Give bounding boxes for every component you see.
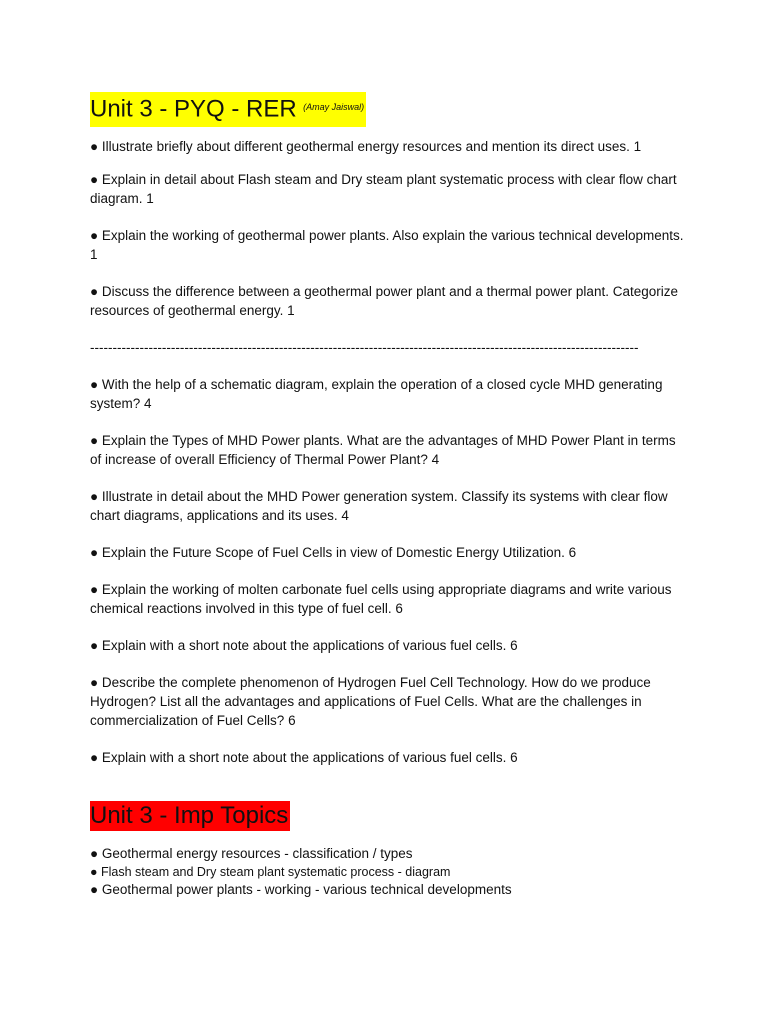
question-item: ● Explain the Types of MHD Power plants. What are the advantages of MHD Power Plant in terms of increase of overall Efficiency of Thermal Power Plant? 4 xyxy=(90,433,676,467)
question-item: ● Illustrate briefly about different geothermal energy resources and mention its direct uses. 1 xyxy=(90,139,642,154)
imp-topics-title-text: Unit 3 - Imp Topics xyxy=(90,802,289,829)
imp-topics-title xyxy=(90,801,690,831)
question-item: ● Explain the working of geothermal power plants. Also explain the various technical developments. 1 xyxy=(90,228,684,262)
unit-title-author: (Amay Jaiswal) xyxy=(303,102,365,112)
topic-item: ● Geothermal power plants - working - various technical developments xyxy=(90,882,512,897)
question-item: ● Describe the complete phenomenon of Hydrogen Fuel Cell Technology. How do we produce Hydrogen? List all the advantages and applications of Fuel Cells. What are the challenges in commercialization of Fuel Cells? 6 xyxy=(90,675,651,728)
unit-title-highlight xyxy=(90,92,366,127)
topic-item: ● Geothermal energy resources - classification / types xyxy=(90,846,413,861)
unit-title-main: Unit 3 - PYQ - RER xyxy=(90,95,297,123)
question-item: ● Discuss the difference between a geothermal power plant and a thermal power plant. Categorize resources of geothermal energy. 1 xyxy=(90,284,678,318)
topic-item: ● Flash steam and Dry steam plant systematic process - diagram xyxy=(90,865,451,879)
question-item: ● With the help of a schematic diagram, explain the operation of a closed cycle MHD generating system? 4 xyxy=(90,377,663,411)
question-item: ● Explain the working of molten carbonate fuel cells using appropriate diagrams and write various chemical reactions involved in this type of fuel cell. 6 xyxy=(90,582,672,616)
question-item: ● Explain in detail about Flash steam and Dry steam plant systematic process with clear flow chart diagram. 1 xyxy=(90,172,677,206)
document-page xyxy=(90,92,690,899)
question-item: ● Explain with a short note about the applications of various fuel cells. 6 xyxy=(90,750,518,765)
question-item: ● Illustrate in detail about the MHD Power generation system. Classify its systems with clear flow chart diagrams, applications and its uses. 4 xyxy=(90,489,668,523)
section-divider: -------------------------------------------------------------------------------------------------------------------------- xyxy=(90,340,639,355)
unit-title xyxy=(90,92,690,122)
question-item: ● Explain with a short note about the applications of various fuel cells. 6 xyxy=(90,638,518,653)
question-item: ● Explain the Future Scope of Fuel Cells in view of Domestic Energy Utilization. 6 xyxy=(90,545,577,560)
